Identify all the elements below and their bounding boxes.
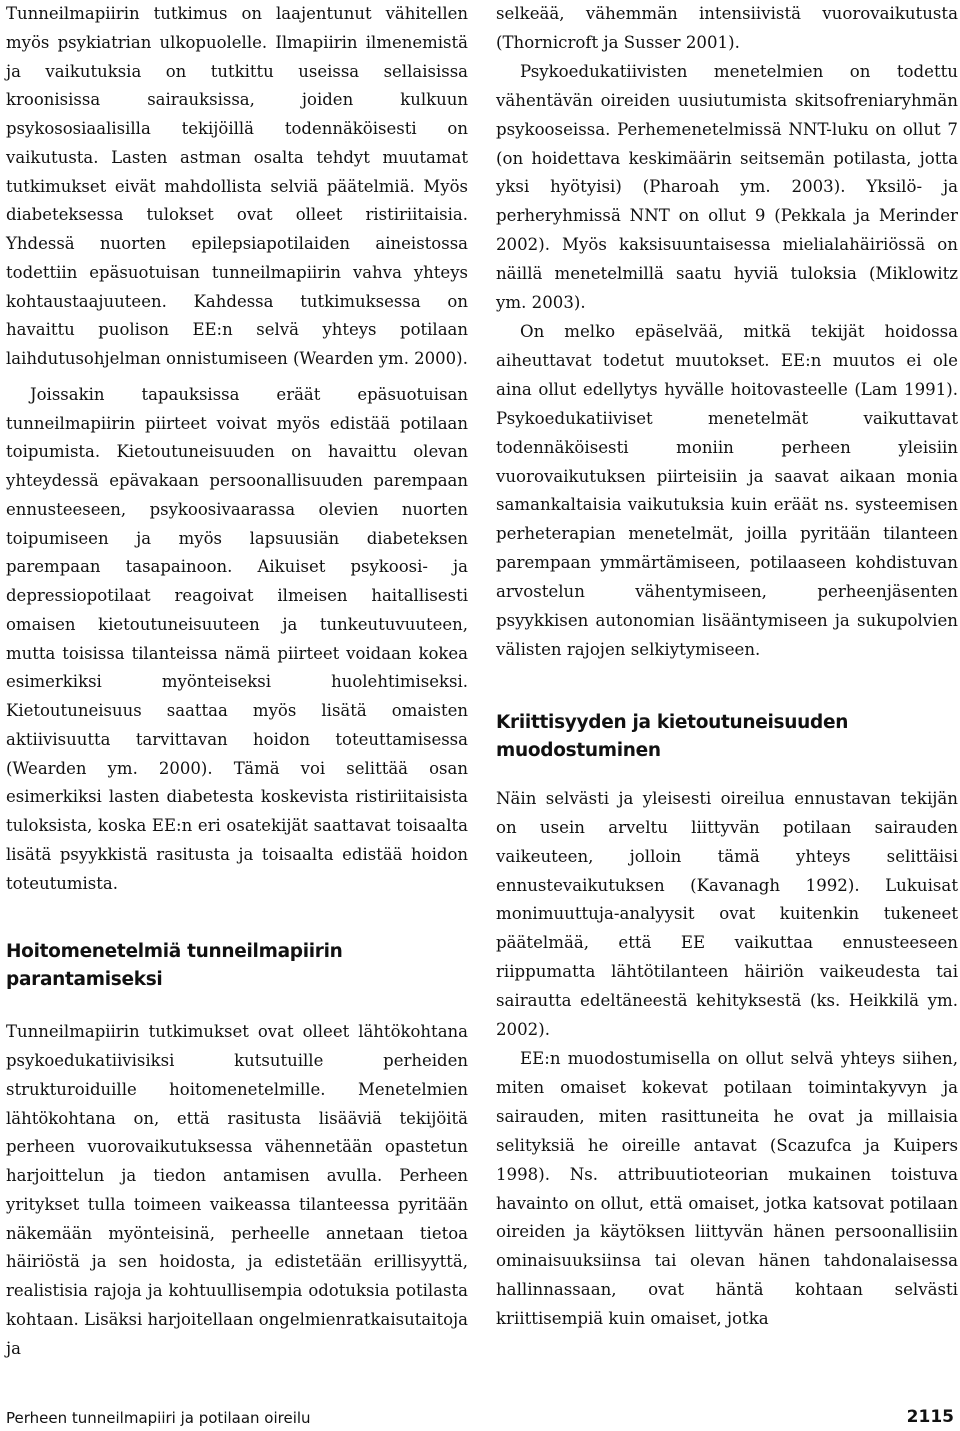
left-paragraph-2: Joissakin tapauksissa eräät epäsuotuisan tunneilmapiirin piirteet voivat myös edistää potilaan toipumista. Kietoutuneisuuden on havaittu olevan yhteydessä epävakaan persoonallisuuden parempaan ennusteeseen, psykoosivaarassa olevien nuorten toipumiseen ja myös lapsuusiän diabeteksen parempaan tasapainoon. Aikuiset psykoosi- ja depressiopotilaat reagoivat ilmeisen haitallisesti omaisen kietoutuneisuuteen ja tunkeutuvuuteen, mutta toisissa tilanteissa nämä piirteet voidaan kokea esimerkiksi myönteiseksi huolehtimiseksi. Kietoutuneisuus saattaa myös lisätä omaisten aktiivisuutta tarvittavan hoidon toteuttamisessa (Wearden ym. 2000). Tämä voi selittää osan esimerkiksi lasten diabetesta koskevista ristiriitaisista tuloksista, koska EE:n eri osatekijät saattavat toisaalta lisätä psyykkistä rasitusta ja toisaalta edistää hoidon toteutumista.	[6, 384, 468, 893]
section-heading-criticism-formation: Kriittisyyden ja kietoutuneisuuden muodostuminen	[496, 711, 849, 761]
right-paragraph-3: On melko epäselvää, mitkä tekijät hoidossa aiheuttavat todetut muutokset. EE:n muutos ei ole aina ollut edellytys hyvälle hoitovasteelle (Lam 1991). Psykoedukatiiviset menetelmät vaikuttavat todennäköisesti moniin perheen yleisiin vuorovaikutuksen piirteisiin ja saavat aikaan monia samankaltaisia vaikutuksia kuin eräät ns. systeemisen perheterapian menetelmät, joilla pyritään tilanteen parempaan ymmärtämiseen, potilaaseen kohdistuvan arvostelun vähentymiseen, perheenjäsenten psyykkisen autonomian lisääntymiseen ja sukupolvien välisten rajojen selkiytymiseen.	[496, 321, 958, 659]
left-paragraph-3: Tunneilmapiirin tutkimukset ovat olleet lähtökohtana psykoedukatiivisiksi kutsutuille perheiden strukturoiduille hoitomenetelmille. Menetelmien lähtökohtana on, että rasitusta lisääviä tekijöitä perheen vuorovaikutuksessa vähennetään opastetun harjoittelun ja tiedon antamisen avulla. Perheen yritykset tulla toimeen vaikeassa tilanteessa pyritään näkemään myönteisinä, perheelle annetaan tietoa häiriöstä ja sen hoidosta, ja edistetään erillisyyttä, realistisia rajoja ja kohtuullisempia odotuksia potilasta kohtaan. Lisäksi harjoitellaan ongelmienratkaisutaitoja ja	[6, 1022, 468, 1358]
left-paragraph-1: Tunneilmapiirin tutkimus on laajentunut vähitellen myös psykiatrian ulkopuolelle. Ilmapiirin ilmenemistä ja vaikutuksia on tutkittu useissa sellaisissa kroonisissa sairauksissa, joiden kulkuun psykososiaalisilla tekijöillä todennäköisesti on vaikutusta. Lasten astman osalta tehdyt muutamat tutkimukset eivät mahdollista selviä päätelmiä. Myös diabeteksessa tulokset ovat olleet ristiriitaisia. Yhdessä nuorten epilepsiapotilaiden aineistossa todettiin epäsuotuisan tunneilmapiirin vahva yhteys kohtaustaajuuteen. Kahdessa tutkimuksessa on havaittu puolison EE:n selvä yhteys potilaan laihdutusohjelman onnistumiseen (Wearden ym. 2000).	[6, 4, 468, 368]
right-column	[496, 0, 958, 1334]
right-paragraph-1: selkeää, vähemmän intensiivistä vuorovaikutusta (Thornicroft ja Susser 2001).	[496, 4, 958, 52]
right-paragraph-2: Psykoedukatiivisten menetelmien on todettu vähentävän oireiden uusiutumista skitsofreniaryhmän psykooseissa. Perhemenetelmissä NNT-luku on ollut 7 (on hoidettava keskimäärin seitsemän potilasta, jotta yksi hyötyisi) (Pharoah ym. 2003). Yksilö- ja perheryhmissä NNT on ollut 9 (Pekkala ja Merinder 2002). Myös kaksisuuntaisessa mielialahäiriössä on näillä menetelmillä saatu hyviä tuloksia (Miklowitz ym. 2003).	[496, 61, 958, 313]
page-number: 2115	[906, 1407, 954, 1427]
left-column	[6, 0, 468, 1363]
section-heading-treatment-methods: Hoitomenetelmiä tunneilmapiirin parantamiseksi	[6, 941, 343, 991]
right-paragraph-5: EE:n muodostumisella on ollut selvä yhteys siihen, miten omaiset kokevat potilaan toimintakyvyn ja sairauden, miten rasittuneita he ovat ja millaisia selityksiä he oireille antavat (Scazufca ja Kuipers 1998). Ns. attribuutioteorian mukainen toistuva havainto on ollut, että omaiset, jotka katsovat potilaan oireiden ja käytöksen liittyvän hänen persoonallisiin ominaisuuksiinsa tai olevan hänen tahdonalaisessa hallinnassaan, ovat häntä kohtaan selvästi kriittisempiä kuin omaiset, jotka	[496, 1049, 958, 1329]
running-title: Perheen tunneilmapiiri ja potilaan oireilu	[6, 1409, 311, 1427]
right-paragraph-4: Näin selvästi ja yleisesti oireilua ennustavan tekijän on usein arveltu liittyvän potilaan sairauden vaikeuteen, jolloin tämä yhteys selittäisi ennustevaikutuksen (Kavanagh 1992). Lukuisat monimuuttuja-analyysit ovat kuitenkin tukeneet päätelmää, että EE vaikuttaa ennusteeseen riippumatta lähtötilanteen häiriön vaikeudesta tai sairautta edeltäneestä kehityksestä (ks. Heikkilä ym. 2002).	[496, 788, 958, 1040]
